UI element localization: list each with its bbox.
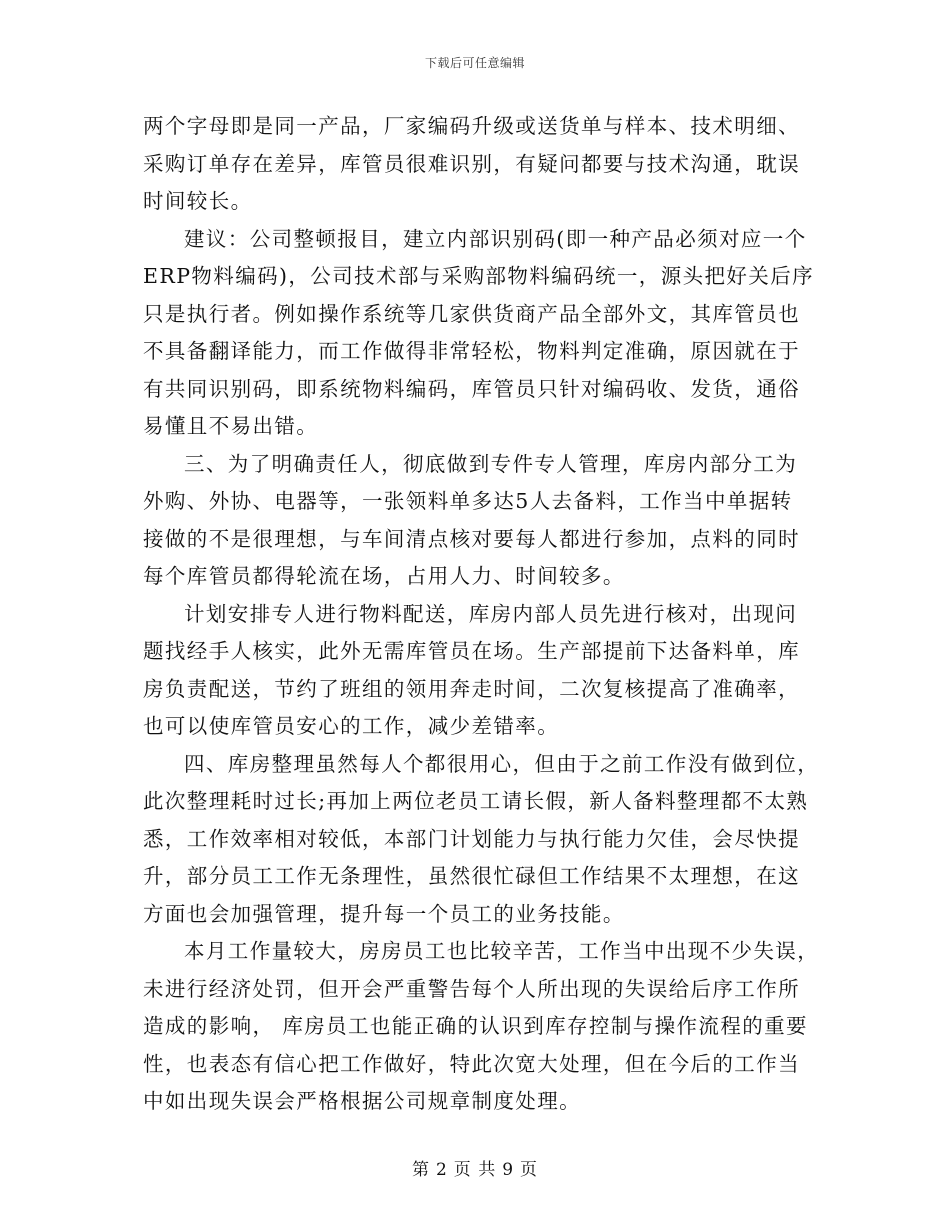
- text-line: 题找经手人核实，此外无需库管员在场。生产部提前下达备料单，库: [143, 639, 800, 663]
- current-page-number: 2: [435, 1160, 448, 1180]
- text-line: 只是执行者。例如操作系统等几家供货商产品全部外文，其库管员也: [143, 301, 800, 326]
- text-line: 时间较长。: [143, 189, 253, 213]
- paragraph-start-line: 建议：公司整顿报目，建立内部识别码(即一种产品必须对应一个: [184, 226, 807, 251]
- text-line: 性，也表态有信心把工作做好，特此次宽大处理，但在今后的工作当: [143, 1051, 800, 1076]
- text-line: 造成的影响， 库房员工也能正确的认识到库存控制与操作流程的重要: [143, 1014, 808, 1038]
- text-line: 未进行经济处罚，但开会严重警告每个人所出现的失误给后序工作所: [143, 976, 800, 1001]
- text-line: 此次整理耗时过长;再加上两位老员工请长假，新人备料整理都不太熟: [143, 789, 809, 813]
- paragraph-start-line: 本月工作量较大，房房员工也比较辛苦，工作当中出现不少失误，: [184, 939, 820, 963]
- paragraph-start-line: 三、为了明确责任人，彻底做到专件专人管理，库房内部分工为: [184, 451, 798, 476]
- text-line: 外购、外协、电器等，一张领料单多达5人去备料，工作当中单据转: [143, 489, 793, 513]
- text-line: 也可以使库管员安心的工作，减少差错率。: [143, 714, 560, 738]
- text-line: 不具备翻译能力，而工作做得非常轻松，物料判定准确，原因就在于: [143, 339, 800, 363]
- text-line: ERP物料编码)，公司技术部与采购部物料编码统一，源头把好关后序: [143, 264, 814, 288]
- header-note: 下载后可任意编辑: [424, 56, 525, 70]
- footer-suffix: 页: [520, 1160, 539, 1180]
- document-body: [143, 108, 820, 1121]
- footer-prefix: 第: [411, 1160, 430, 1180]
- paragraph-start-line: 四、库房整理虽然每人个都很用心，但由于之前工作没有做到位，: [184, 751, 820, 776]
- text-line: 升，部分员工工作无条理性，虽然很忙碌但工作结果不太理想，在这: [143, 864, 800, 888]
- total-page-count: 9: [502, 1160, 515, 1180]
- text-line: 有共同识别码，即系统物料编码，库管员只针对编码收、发货，通俗: [143, 376, 800, 401]
- text-line: 方面也会加强管理，提升每一个员工的业务技能。: [143, 901, 625, 926]
- text-line: 悉，工作效率相对较低，本部门计划能力与执行能力欠佳，会尽快提: [143, 826, 800, 851]
- text-line: 两个字母即是同一产品，厂家编码升级或送货单与样本、技术明细、: [143, 114, 800, 138]
- page-number-footer: [0, 1155, 950, 1180]
- text-line: 接做的不是很理想，与车间清点核对要每人都进行参加，点料的同时: [143, 526, 800, 551]
- paragraph-start-line: 计划安排专人进行物料配送，库房内部人员先进行核对，出现问: [184, 601, 798, 626]
- text-line: 采购订单存在差异，库管员很难识别，有疑问都要与技术沟通，耽误: [143, 151, 800, 176]
- text-line: 中如出现失误会严格根据公司规章制度处理。: [143, 1089, 581, 1113]
- text-line: 房负责配送，节约了班组的领用奔走时间，二次复核提高了准确率，: [143, 676, 800, 701]
- text-line: 每个库管员都得轮流在场，占用人力、时间较多。: [143, 564, 625, 588]
- text-line: 易懂且不易出错。: [143, 414, 319, 438]
- footer-middle: 页 共: [453, 1160, 497, 1180]
